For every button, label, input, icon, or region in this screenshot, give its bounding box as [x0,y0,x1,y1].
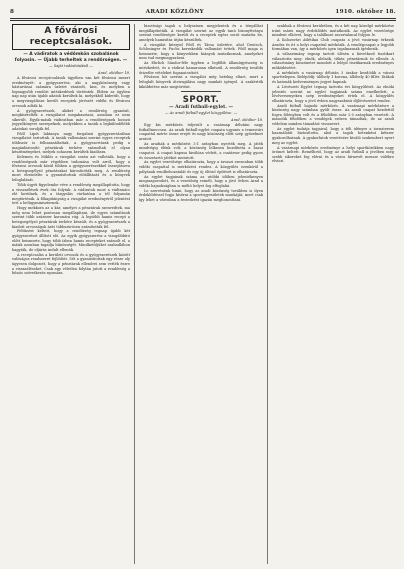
paragraph: A Kolozsvári Atlétikai Club csapata a jövő vasárnap érkezik Aradra és itt a helyi csapattal mérkőzik. A vendégcsapat a legjobb formában van, így a mérkőzés igen izgalmasnak ígérkezik. [272,38,394,52]
paragraph: A Lövészeti Egylet tegnap tartotta évi közgyűlését. Az elnöki jelentés szerint az egylet tagjainak száma emelkedett, a lövőversenyeken szép eredményeket értek el. A közgyűlés elhatározta, hogy a jövő évben nagyszabású díjlövészetet rendez. [272,84,394,103]
paragraph: Le szeretnénk hinni, hogy az aradi közönség továbbra is ilyen érdeklődéssel fogja kísérni a sportegyesületek munkáját, mert csak így lehet a városban a testedzést igazán meghonosítani. [139,188,263,202]
dateline: Arad, október 18. [231,118,263,123]
paragraph: Fődl Lipót laktanya nagy forgalmú gyógyszertárában vizsgálatot tartottak. A tanúk vallomásai szerint egyes receptek többször is felhasználtattak, a gyógyszertárak pedig a magánbiztosító pénztárak terhére számoltak el olyan készítményeket, melyek sohasem kerültek kiadásra. [12,131,130,155]
column-divider [134,24,135,564]
paragraph: A mérkőzés a vasárnap délután 3 órakor kezdődik a városi sporttelepen. Belépődíj: ülőhely 1 korona, állóhely 40 fillér. Diákok és katonák kedvezményes jegyet kapnak. [272,70,394,85]
sport-subtitle: — Aradi futball-egylet. — [168,105,234,111]
dateline: Arad, október 18. [98,71,130,76]
paragraph: Fővárosi hír szerint a vizsgálat még hetekig eltart, mert a lefoglalt könyvek átvizsgálása nagy munkát igényel. A szakértők kiküldetése már megtörtént. [139,75,263,89]
page-header [10,7,396,17]
paragraph: Az egylet tagjainak száma az utóbbi időben jelentékenyen megszaporodott, és a vezetőség reméli, hogy a jövő évben Arad a vidéki bajnokságban is méltó helyet fog elfoglalni. [139,174,263,188]
paragraph: Feltűnést keltett, hogy a rendőrség tegnap újabb két gyógyszerészt állított elő. Az egyik gyógyszerész a vizsgálóbíró előtt beismerte, hogy több ízben hamis recepteket számolt el, a másik azonban tagadja bűnösségét. Mindkettőjüket szabadlábon hagyták, de eljárás indult ellenük. [12,229,130,252]
paragraph: Egy kis mérkőzés teljesült a vasárnap délutáni nagy futballmeccsen. Az aradi futball-egylet csapata ugyanis a temesvári csapattal mérte össze erejét és nagy közönség előtt szép győzelmet aratott. [139,123,263,141]
issue-date: 1910. október 18. [335,9,396,15]
article-title: A fővárosi receptcsalások. [12,24,130,50]
paragraph: Az aradiak a mérkőzést 3:1 arányban nyerték meg. A játék mindvégig élénk volt, a közönség lelkesen buzdította a hazai csapatot. A csapat kapusa kiválóan védett, a csatársor pedig gyors és összetartó játékot mutatott. [139,141,263,160]
paragraph: Hogy mekkora az a kár, amelyet a pénztárak szenvedtek, ma még nem lehet pontosan megállapítani, de egyes számítások szerint több százezer koronára rúg. A legtöbb hamis recept a betegsegélyző pénztárak terhére készült, és a gyógyszerészek a kiadott orvosságok árát többszörösen számították fel. [12,206,130,229]
header-rule [10,18,396,19]
paragraph: Aradi futball bajnoki mérkőzés. A vasárnapi mérkőzésre a közönség nagy számban gyűlt össze. Az aradi csapat kezdettől fogva fölényben volt és a félidőben már 2:0 arányban vezetett. A második félidőben a vendégek erősen támadtak, de az aradi védelem minden támadást visszavert. [272,103,394,126]
paragraph: Az egylet vezetősége elhatározta, hogy a tavaszi szezonban több vidéki csapattal is mérkőzést rendez. A közgyűlés ezenkívül a pályának rendbehozatalát és egy új öltöző építését is elhatározta. [139,160,263,174]
paragraph: Kelemen és Miklós a vizsgálat során azt vallották, hogy a rendőrségnek már régebben tudomása volt arról, hogy a fővárosi orvosok közül többen a gyógyszerészekkel összejátszva a betegsegélyző pénztárakat károsították meg. A rendőrség most elrendelte a gyanúsítottak előállítását és a könyvek lefoglalását. [12,155,130,183]
paragraph: Több ügyét figyelembe véve a rendőrség megállapította, hogy a visszaélések évek óta folytak. A vádiratok most a vádtanács elé kerülnek, és a tárgyalás várhatóan a tél folyamán megtörténik. A főkapitányság a vizsgálat eredményéről jelentést tett a belügyminiszternek. [12,182,130,206]
paragraph: A vizsgálat kiterjed Fődl és Társa üzletére, ahol Deutsch, Schlesinger és Fuchs kereskedők vallomást tettek. Fődl maga is beismerte, hogy a könyvekben hiányok mutatkoznak, amelyeket nem tud megmagyarázni. [139,42,263,61]
paragraph: Az egylet tudatja tagjaival, hogy a téli idényre a tornaterem használatát biztosította, ahol a tagok hetenként kétszer gyakorolhatnak. A gyakorlatok vezetésére kiváló szakembert nyert meg az egylet. [272,126,394,145]
header-rule-thin [10,20,396,21]
sport-subtitle-secondary: — Az aradi futball-egylet közgyűlése. — [164,111,238,116]
article-subtitle: folyosin. — Újabb terheltek a rendőrségen. — [14,57,128,63]
section-divider [181,91,221,92]
paragraph: A receptcsalás a kerületi orvosok és a gyógyszerészek között valóságos rendszerré fejlődött. Sőt a gyanúsítottak egy része oly ügyesen dolgozott, hogy a pénztárak ellenőrei sem vették észre a visszaéléseket. Csak egy véletlen folytán jutott a rendőrség a bűnös szövetkezés nyomára. [12,252,130,276]
column-1 [12,24,130,276]
paragraph: A vasárnapi mérkőzés eredménye a helyi sportkörökben nagy örömet keltett. Remélhető, hogy az aradi futball a jövőben még szebb sikereket fog elérni és a város hírnevét messze vidékre elviszi. [272,145,394,164]
paragraph: A fővárosi receptcsalások ügyében van két fővárosi ismert eredményét: a gyógyszerész, aki a nagyközönség vagy háztartásai számára üzletet vásárolt, kiss, és melyben a legnagyobb rendőri intézkedések történtek. Ebben az ügyben nap nap után újabb adatok kerültek ki, melyekből kiderült, hogy a megvizsgálásra került receptek jórészét vidéki és fővárosi orvosok adták ki. [12,76,130,108]
paragraph: bizottsági tagok a helyszínen megjelentek és a tényállást megállapították. A vizsgálat szerint az egyik tanú bizonyítványa szerint rendőrségre került és a receptek egész sorát mutatta be, amelyek hamisítás útján készültek. [139,24,263,42]
byline: — Saját tudósítónktól — [49,64,93,69]
page-number: 8 [10,9,15,15]
article-subtitle: — A vádiratok a védőmkön szobalánok [23,52,119,57]
paragraph: szabbak a fővárosi kerületben, és a két nap közelgő mérkőzése iránt máris nagy érdeklődés mutatkozik. Az egylet vezetősége mindent elkövet, hogy a találkozó zavartalanul folyjon le. [272,24,394,38]
paragraph: A választmány tegnap tartott ülésén a következő tisztikart választotta meg: elnök, alelnök, titkár, pénztárnok és ellenőr. A választmány köszönetet mondott a lelépő tisztikarnak eredményes működéséért. [272,52,394,70]
column-2 [139,24,263,202]
masthead: ARADI KÖZLÖNY [145,9,204,15]
column-3 [272,24,394,164]
section-title-sport: SPORT. [182,95,220,106]
column-divider [267,24,268,564]
paragraph: Az Ehrlich Sándor-féle ügyben a legfőbb államügyészség is intézkedett, és a vádirat hamarosan elkészül. A rendőrség további őrizetbe vételeket foganatosított. [139,61,263,75]
paragraph: A gyógyszerészek, akiket a rendőrség gyanúsít, megkísérelték a vizsgálatot megakasztani, azonban ez nem sikerült. Egyik-másik vádiratban már a rendőrségnek hosszú jegyzőkönyvei szerepelnek, melyekben a tanúk a legkülönfélébb adatokat sorolják fel. [12,108,130,131]
